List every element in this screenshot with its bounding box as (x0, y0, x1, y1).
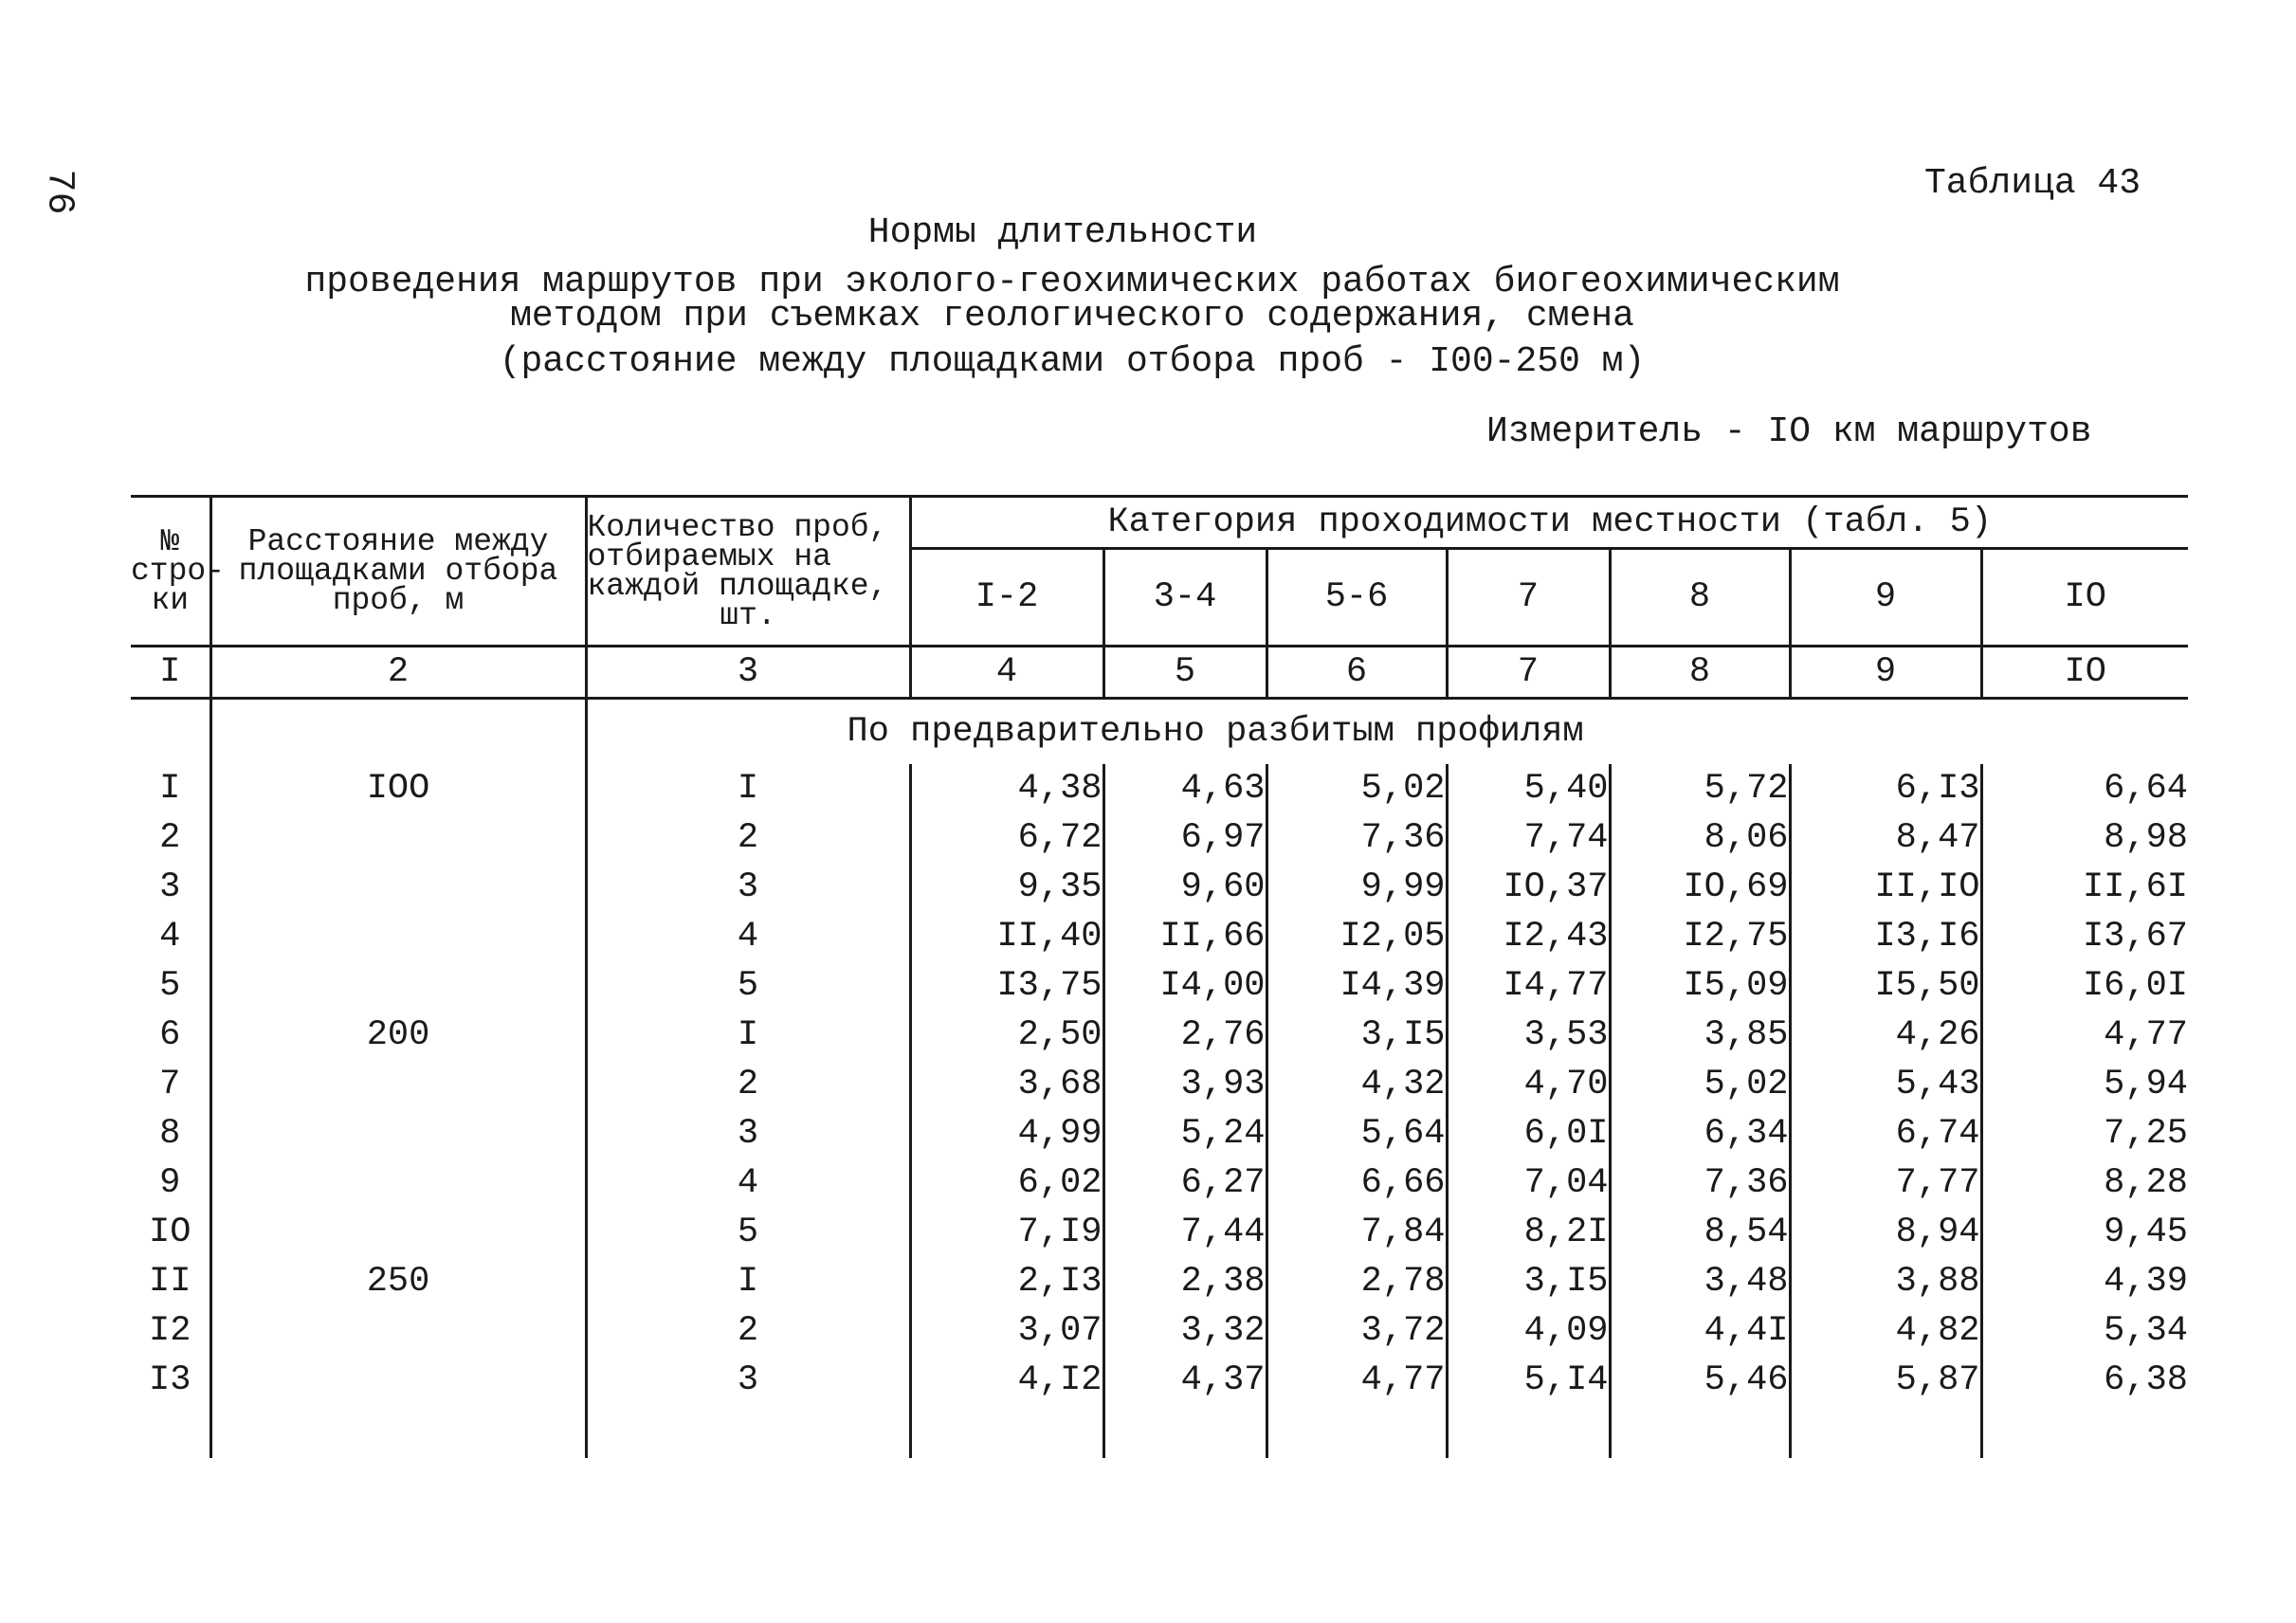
value-cell: 6,66 (1266, 1158, 1447, 1208)
value-cell: 4,77 (1981, 1011, 2188, 1060)
value-cell: 3,07 (910, 1306, 1103, 1356)
value-cell: I2,05 (1266, 912, 1447, 961)
value-cell: 2,50 (910, 1011, 1103, 1060)
value-cell: II,IО (1790, 863, 1981, 912)
value-cell: I4,77 (1447, 961, 1610, 1011)
value-cell: 7,I9 (910, 1208, 1103, 1257)
value-cell: 5,40 (1447, 764, 1610, 813)
value-cell: 2,78 (1266, 1257, 1447, 1306)
table-row (131, 1306, 2188, 1356)
distance-cell (210, 1109, 586, 1158)
value-cell: 6,0I (1447, 1109, 1610, 1158)
value-cell: 4,I2 (910, 1356, 1103, 1405)
value-cell: 5,46 (1610, 1356, 1790, 1405)
table-tail (131, 1405, 2188, 1458)
table-row (131, 1011, 2188, 1060)
row-number: 4 (159, 917, 181, 957)
column-number: 8 (1610, 647, 1790, 699)
value-cell: 6,27 (1103, 1158, 1266, 1208)
table-row (131, 912, 2188, 961)
sample-count-cell: 2 (586, 813, 910, 863)
value-cell: I5,50 (1790, 961, 1981, 1011)
value-cell: 3,I5 (1266, 1011, 1447, 1060)
value-cell: 4,26 (1790, 1011, 1981, 1060)
distance-cell (210, 863, 586, 912)
column-number: IО (1981, 647, 2188, 699)
distance-cell (210, 1060, 586, 1109)
value-cell: 5,72 (1610, 764, 1790, 813)
category-10: IО (1981, 549, 2188, 647)
value-cell: 4,09 (1447, 1306, 1610, 1356)
table-row (131, 1060, 2188, 1109)
value-cell: 9,35 (910, 863, 1103, 912)
sample-count-cell: I (586, 1257, 910, 1306)
value-cell: 5,I4 (1447, 1356, 1610, 1405)
distance-cell (210, 1158, 586, 1208)
value-cell: 5,02 (1266, 764, 1447, 813)
sample-count-cell: I (586, 764, 910, 813)
value-cell: 4,4I (1610, 1306, 1790, 1356)
value-cell: 8,28 (1981, 1158, 2188, 1208)
column-number: 6 (1266, 647, 1447, 699)
distance-cell (210, 813, 586, 863)
row-number: 3 (159, 867, 181, 907)
value-cell: 9,99 (1266, 863, 1447, 912)
value-cell: 6,02 (910, 1158, 1103, 1208)
header-category: Категория проходимости местности (табл. 5) (910, 497, 2188, 549)
value-cell: 7,36 (1610, 1158, 1790, 1208)
value-cell: 5,87 (1790, 1356, 1981, 1405)
value-cell: II,40 (910, 912, 1103, 961)
value-cell: 2,I3 (910, 1257, 1103, 1306)
value-cell: 3,85 (1610, 1011, 1790, 1060)
sample-count-cell: 4 (586, 1158, 910, 1208)
value-cell: 3,32 (1103, 1306, 1266, 1356)
page-number: 76 (37, 169, 81, 215)
row-number: 9 (159, 1163, 181, 1203)
row-number: IО (149, 1213, 191, 1252)
value-cell: I4,00 (1103, 961, 1266, 1011)
distance-cell (210, 1208, 586, 1257)
value-cell: I3,75 (910, 961, 1103, 1011)
value-cell: 5,02 (1610, 1060, 1790, 1109)
column-number: 5 (1103, 647, 1266, 699)
category-8: 8 (1610, 549, 1790, 647)
sample-count-cell: 2 (586, 1060, 910, 1109)
value-cell: 6,97 (1103, 813, 1266, 863)
column-number: 4 (910, 647, 1103, 699)
table-row (131, 1356, 2188, 1405)
value-cell: 6,34 (1610, 1109, 1790, 1158)
value-cell: 7,25 (1981, 1109, 2188, 1158)
distance-cell: 250 (210, 1257, 586, 1306)
value-cell: 9,45 (1981, 1208, 2188, 1257)
value-cell: IО,37 (1447, 863, 1610, 912)
value-cell: 6,38 (1981, 1356, 2188, 1405)
category-9: 9 (1790, 549, 1981, 647)
value-cell: 4,70 (1447, 1060, 1610, 1109)
category-3-4: 3-4 (1103, 549, 1266, 647)
value-cell: 3,72 (1266, 1306, 1447, 1356)
row-number: 6 (159, 1015, 181, 1055)
row-number: 5 (159, 966, 181, 1006)
value-cell: 4,37 (1103, 1356, 1266, 1405)
table-row (131, 1158, 2188, 1208)
column-number: 3 (586, 647, 910, 699)
value-cell: 3,68 (910, 1060, 1103, 1109)
value-cell: 4,77 (1266, 1356, 1447, 1405)
value-cell: 8,54 (1610, 1208, 1790, 1257)
value-cell: 5,24 (1103, 1109, 1266, 1158)
row-number: 2 (159, 818, 181, 858)
header-sample-count: Количество проб, отбираемых на каждой площадке, шт. (586, 497, 910, 647)
norms-table (131, 495, 2188, 1458)
value-cell: 8,06 (1610, 813, 1790, 863)
value-cell: 3,48 (1610, 1257, 1790, 1306)
value-cell: 7,84 (1266, 1208, 1447, 1257)
row-number: I3 (149, 1360, 191, 1400)
value-cell: 8,47 (1790, 813, 1981, 863)
table-number: Таблица 43 (1924, 163, 2141, 204)
value-cell: IО,69 (1610, 863, 1790, 912)
value-cell: 3,I5 (1447, 1257, 1610, 1306)
value-cell: I6,0I (1981, 961, 2188, 1011)
value-cell: II,66 (1103, 912, 1266, 961)
value-cell: 5,64 (1266, 1109, 1447, 1158)
column-numbers-row (131, 647, 2188, 699)
value-cell: 7,44 (1103, 1208, 1266, 1257)
sample-count-cell: 3 (586, 1109, 910, 1158)
row-number: I (159, 769, 181, 809)
value-cell: 3,88 (1790, 1257, 1981, 1306)
measure-unit: Измеритель - IО км маршрутов (1486, 411, 2092, 452)
distance-cell (210, 1306, 586, 1356)
category-5-6: 5-6 (1266, 549, 1447, 647)
sample-count-cell: 3 (586, 863, 910, 912)
value-cell: 6,74 (1790, 1109, 1981, 1158)
distance-cell: IОО (210, 764, 586, 813)
category-1-2: I-2 (910, 549, 1103, 647)
value-cell: 6,72 (910, 813, 1103, 863)
value-cell: 4,63 (1103, 764, 1266, 813)
value-cell: 5,43 (1790, 1060, 1981, 1109)
value-cell: 7,74 (1447, 813, 1610, 863)
value-cell: 7,36 (1266, 813, 1447, 863)
value-cell: 5,34 (1981, 1306, 2188, 1356)
column-number: I (131, 647, 210, 699)
sample-count-cell: 4 (586, 912, 910, 961)
value-cell: 8,98 (1981, 813, 2188, 863)
value-cell: 8,2I (1447, 1208, 1610, 1257)
title-line-3: методом при съемках геологического содержания, смена (510, 296, 1634, 337)
value-cell: 4,38 (910, 764, 1103, 813)
column-number: 2 (210, 647, 586, 699)
title-line-4: (расстояние между площадками отбора проб - I00-250 м) (499, 341, 1646, 382)
row-number: 8 (159, 1114, 181, 1154)
category-7: 7 (1447, 549, 1610, 647)
value-cell: II,6I (1981, 863, 2188, 912)
table-row (131, 961, 2188, 1011)
value-cell: I2,43 (1447, 912, 1610, 961)
column-number: 7 (1447, 647, 1610, 699)
sample-count-cell: 5 (586, 1208, 910, 1257)
header-distance: Расстояние между площадками отбора проб, м (210, 497, 586, 647)
title-line-1: Нормы длительности (867, 212, 1258, 253)
value-cell: I2,75 (1610, 912, 1790, 961)
column-number: 9 (1790, 647, 1981, 699)
distance-cell (210, 961, 586, 1011)
value-cell: 2,76 (1103, 1011, 1266, 1060)
value-cell: 4,82 (1790, 1306, 1981, 1356)
section-row (131, 699, 2188, 765)
header-row-number: № стро- ки (131, 497, 210, 647)
value-cell: 5,94 (1981, 1060, 2188, 1109)
value-cell: 4,32 (1266, 1060, 1447, 1109)
sample-count-cell: I (586, 1011, 910, 1060)
row-number: II (149, 1262, 191, 1302)
value-cell: 7,04 (1447, 1158, 1610, 1208)
table-row (131, 1208, 2188, 1257)
value-cell: 4,99 (910, 1109, 1103, 1158)
value-cell: 8,94 (1790, 1208, 1981, 1257)
value-cell: 3,53 (1447, 1011, 1610, 1060)
sample-count-cell: 2 (586, 1306, 910, 1356)
value-cell: I5,09 (1610, 961, 1790, 1011)
table-row (131, 1109, 2188, 1158)
value-cell: 9,60 (1103, 863, 1266, 912)
table-row (131, 764, 2188, 813)
section-caption: По предварительно разбитым профилям (586, 699, 2188, 765)
value-cell: 7,77 (1790, 1158, 1981, 1208)
value-cell: 4,39 (1981, 1257, 2188, 1306)
value-cell: I3,I6 (1790, 912, 1981, 961)
value-cell: 6,I3 (1790, 764, 1981, 813)
row-number: 7 (159, 1065, 181, 1104)
table-row (131, 863, 2188, 912)
title-line-2: проведения маршрутов при эколого-геохимических работах биогеохимическим (304, 262, 1840, 302)
table-row (131, 813, 2188, 863)
sample-count-cell: 5 (586, 961, 910, 1011)
value-cell: 6,64 (1981, 764, 2188, 813)
value-cell: 3,93 (1103, 1060, 1266, 1109)
row-number: I2 (149, 1311, 191, 1351)
value-cell: 2,38 (1103, 1257, 1266, 1306)
value-cell: I4,39 (1266, 961, 1447, 1011)
table-row (131, 1257, 2188, 1306)
distance-cell: 200 (210, 1011, 586, 1060)
distance-cell (210, 1356, 586, 1405)
sample-count-cell: 3 (586, 1356, 910, 1405)
value-cell: I3,67 (1981, 912, 2188, 961)
distance-cell (210, 912, 586, 961)
